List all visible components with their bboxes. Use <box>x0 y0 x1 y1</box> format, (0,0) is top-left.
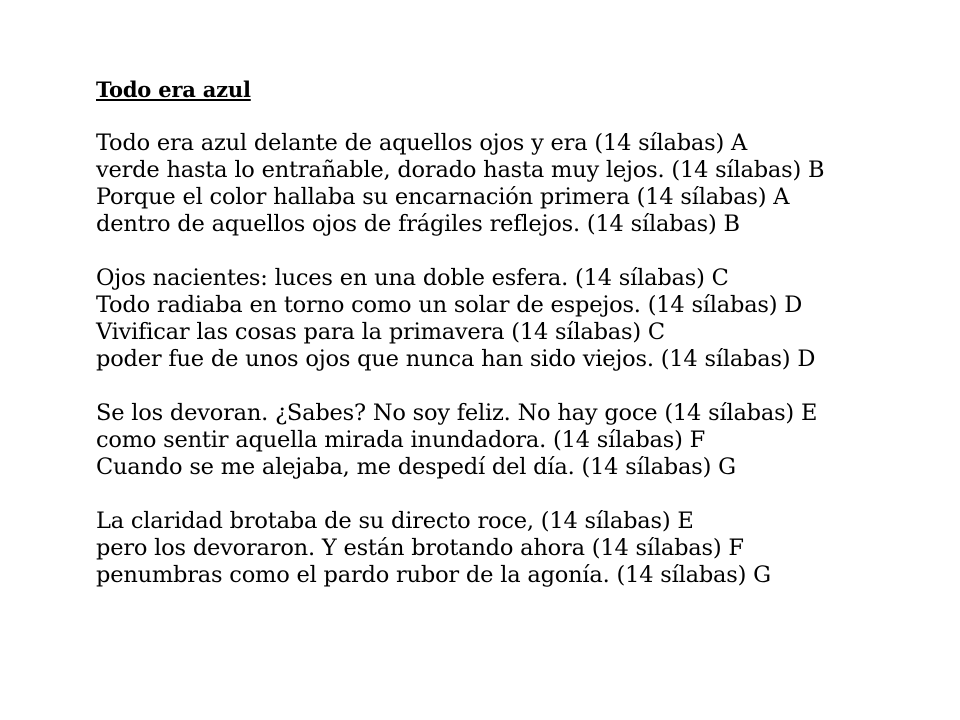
stanza-2 <box>96 265 936 373</box>
poem-title: Todo era azul <box>96 77 251 102</box>
verse-line: penumbras como el pardo rubor de la agonía. (14 sílabas) G <box>96 562 771 588</box>
verse-line: pero los devoraron. Y están brotando ahora (14 sílabas) F <box>96 535 744 561</box>
verse-line: La claridad brotaba de su directo roce, (14 sílabas) E <box>96 508 694 534</box>
stanza-4 <box>96 508 936 589</box>
verse-line: Todo radiaba en torno como un solar de espejos. (14 sílabas) D <box>96 292 803 318</box>
verse-line: Porque el color hallaba su encarnación primera (14 sílabas) A <box>96 184 790 210</box>
verse-line: Vivificar las cosas para la primavera (14 sílabas) C <box>96 319 665 345</box>
verse-line: Cuando se me alejaba, me despedí del día. (14 sílabas) G <box>96 454 736 480</box>
verse-line: Se los devoran. ¿Sabes? No soy feliz. No hay goce (14 sílabas) E <box>96 400 818 426</box>
verse-line: Todo era azul delante de aquellos ojos y era (14 sílabas) A <box>96 130 748 156</box>
verse-line: Ojos nacientes: luces en una doble esfera. (14 sílabas) C <box>96 265 729 291</box>
verse-line: dentro de aquellos ojos de frágiles reflejos. (14 sílabas) B <box>96 211 740 237</box>
stanza-1 <box>96 130 936 238</box>
poem <box>96 76 936 589</box>
verse-line: verde hasta lo entrañable, dorado hasta muy lejos. (14 sílabas) B <box>96 157 825 183</box>
verse-line: como sentir aquella mirada inundadora. (14 sílabas) F <box>96 427 706 453</box>
verse-line: poder fue de unos ojos que nunca han sido viejos. (14 sílabas) D <box>96 346 816 372</box>
stanza-3 <box>96 400 936 481</box>
